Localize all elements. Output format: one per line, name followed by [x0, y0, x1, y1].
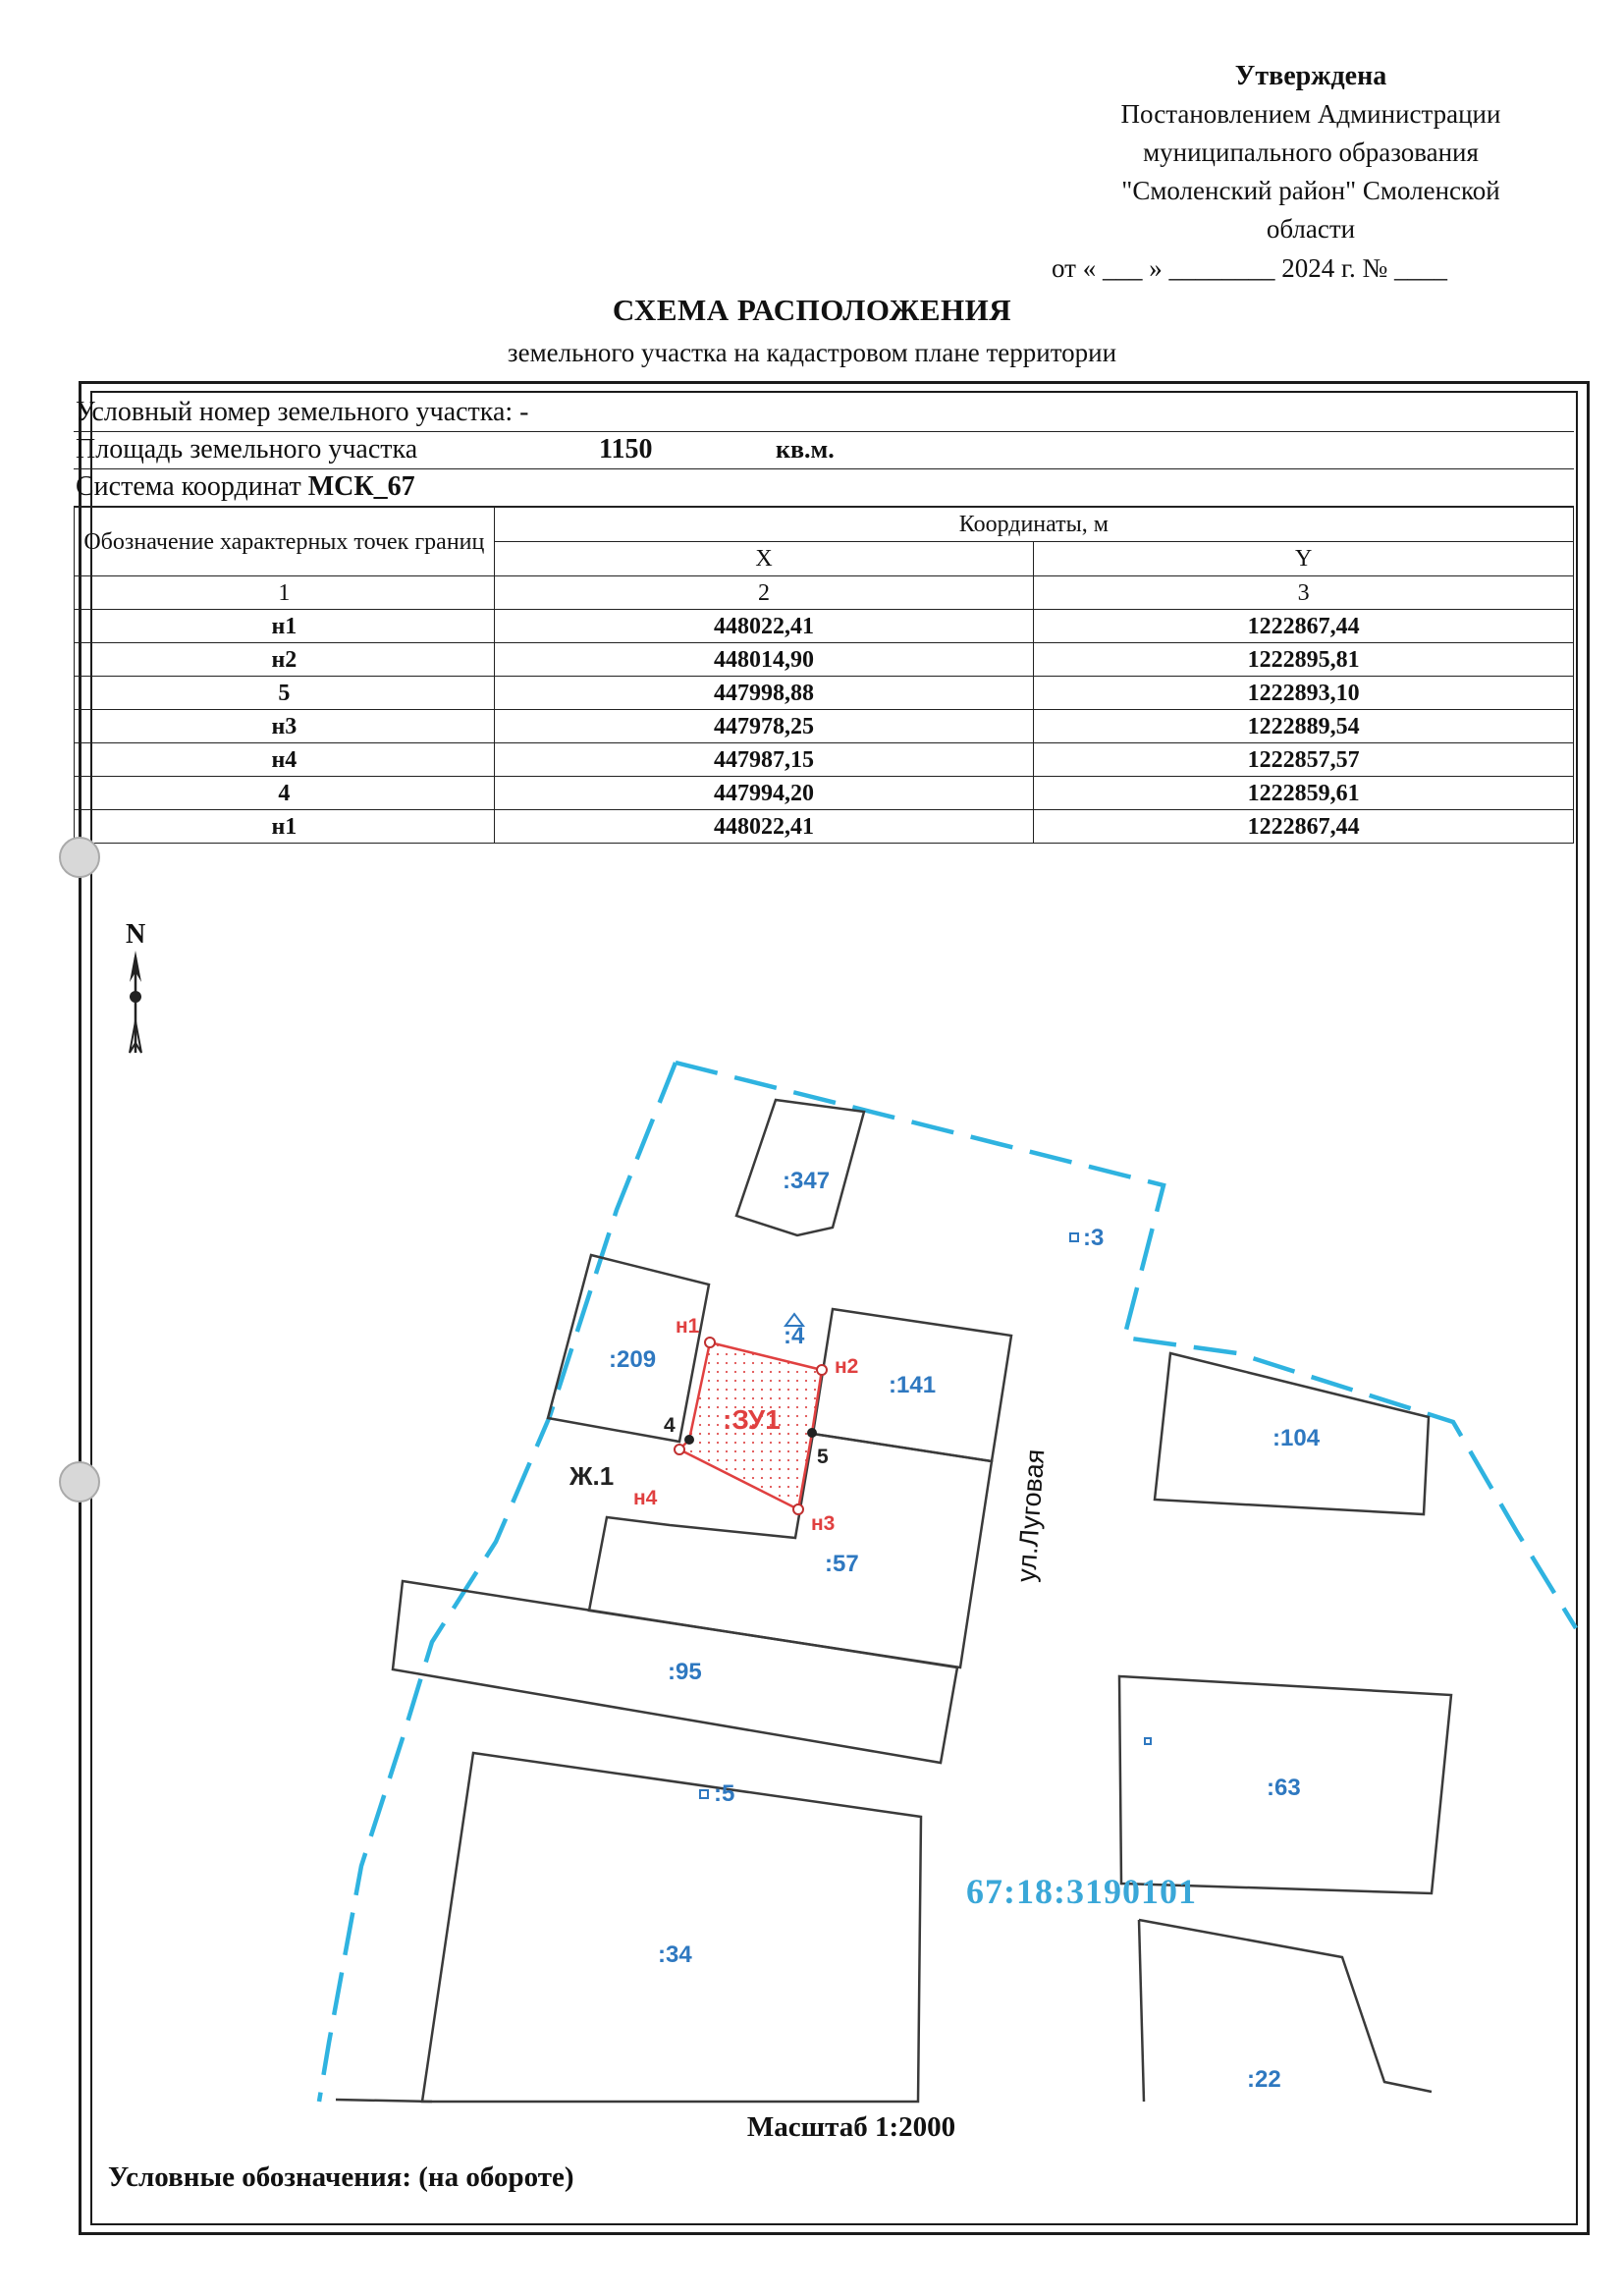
north-arrow-icon: [126, 919, 145, 1053]
point-cell: н1: [75, 810, 495, 844]
y-cell: 1222867,44: [1034, 810, 1574, 844]
point-cell: 4: [75, 777, 495, 810]
x-cell: 448022,41: [494, 810, 1034, 844]
document-subtitle: земельного участка на кадастровом плане территории: [507, 338, 1117, 367]
quarter-boundary-west: [319, 1063, 676, 2102]
crs-value: МСК_67: [307, 471, 415, 502]
document-title: СХЕМА РАСПОЛОЖЕНИЯ: [612, 293, 1012, 327]
point-label: 5: [817, 1446, 829, 1468]
parcel-label: :5: [714, 1780, 735, 1807]
parcel-label: :63: [1267, 1775, 1301, 1801]
parcel-label: :57: [825, 1551, 859, 1577]
area-unit: кв.м.: [776, 435, 835, 464]
quarter-boundary: [676, 1063, 1576, 1628]
parcel-label: :4: [784, 1323, 805, 1349]
col-x-header: X: [494, 542, 1034, 576]
point-cell: 5: [75, 677, 495, 710]
col-coords-header: Координаты, м: [494, 508, 1573, 542]
area-value: 1150: [599, 434, 653, 465]
point-label: н2: [835, 1355, 859, 1378]
point-cell: н3: [75, 710, 495, 743]
parcel-label: :95: [668, 1659, 702, 1685]
approval-line-1: Постановлением Администрации: [1120, 99, 1501, 129]
x-cell: 448022,41: [494, 610, 1034, 643]
y-cell: 1222859,61: [1034, 777, 1574, 810]
parcel-22-shape: [1139, 1920, 1432, 2092]
col-number: 1: [75, 576, 495, 610]
legend-note: Условные обозначения: (на обороте): [108, 2161, 574, 2193]
zu1-label: :ЗУ1: [723, 1404, 781, 1435]
crs-label: Система координат: [76, 471, 301, 502]
x-cell: 447987,15: [494, 743, 1034, 777]
north-label: N: [126, 919, 146, 950]
point-label: н4: [633, 1487, 658, 1509]
point-cell: н2: [75, 643, 495, 677]
parcel-label: :209: [609, 1346, 657, 1373]
point-cell: н4: [75, 743, 495, 777]
parcel-34-shape: [422, 1753, 921, 2102]
parcel-label: :104: [1272, 1425, 1321, 1451]
y-cell: 1222857,57: [1034, 743, 1574, 777]
punch-hole: [59, 837, 100, 878]
x-cell: 448014,90: [494, 643, 1034, 677]
approval-line-4: области: [1266, 214, 1356, 244]
point-label: 4: [664, 1414, 676, 1437]
approval-date: от « ___ » ________ 2024 г. № ____: [1052, 253, 1447, 283]
parcel-label: :34: [658, 1941, 692, 1968]
approval-line-2: муниципального образования: [1143, 137, 1479, 167]
parcel-label: :347: [783, 1168, 831, 1194]
col-number: 3: [1034, 576, 1574, 610]
approval-title: Утверждена: [1234, 61, 1387, 91]
y-cell: 1222867,44: [1034, 610, 1574, 643]
point-label: н3: [811, 1512, 836, 1535]
parcel-label: :141: [889, 1372, 937, 1398]
y-cell: 1222889,54: [1034, 710, 1574, 743]
col-y-header: Y: [1034, 542, 1574, 576]
point-label: н1: [676, 1315, 700, 1338]
quarter-number: 67:18:3190101: [966, 1872, 1197, 1911]
map-scale: Масштаб 1:2000: [746, 2111, 956, 2143]
parcel-label: :22: [1247, 2066, 1281, 2093]
y-cell: 1222893,10: [1034, 677, 1574, 710]
area-label: Площадь земельного участка: [76, 434, 418, 465]
approval-line-3: "Смоленский район" Смоленской: [1121, 176, 1500, 205]
y-cell: 1222895,81: [1034, 643, 1574, 677]
punch-hole: [59, 1461, 100, 1503]
point-cell: н1: [75, 610, 495, 643]
parcel-number-label: Условный номер земельного участка: -: [76, 397, 529, 427]
col-points-header: Обозначение характерных точек границ: [75, 508, 495, 576]
zone-label: Ж.1: [569, 1461, 615, 1491]
x-cell: 447998,88: [494, 677, 1034, 710]
x-cell: 447978,25: [494, 710, 1034, 743]
col-number: 2: [494, 576, 1034, 610]
x-cell: 447994,20: [494, 777, 1034, 810]
parcel-label: :3: [1083, 1225, 1105, 1251]
street-label: ул.Луговая: [1011, 1448, 1051, 1584]
